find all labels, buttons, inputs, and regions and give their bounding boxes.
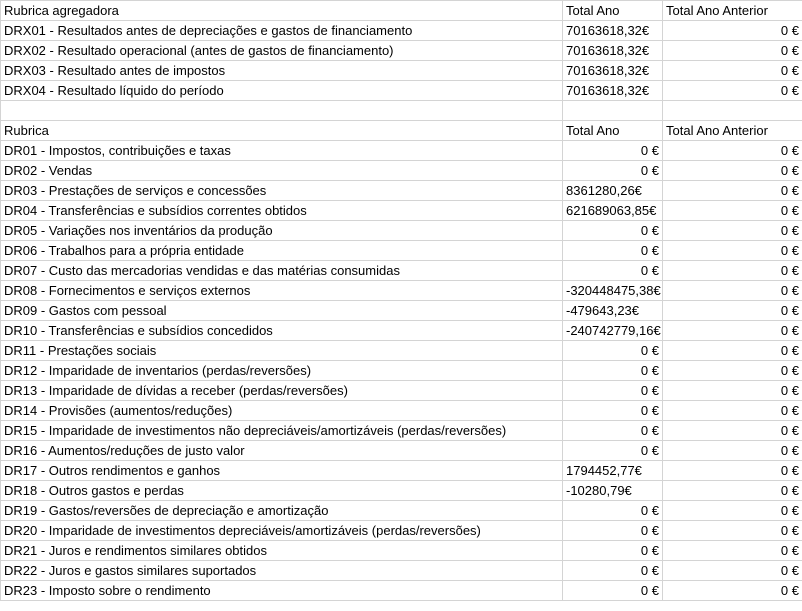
cell-rubrica[interactable]: DR20 - Imparidade de investimentos depreciáveis/amortizáveis (perdas/reversões) <box>1 521 563 541</box>
cell-rubrica[interactable]: DR05 - Variações nos inventários da produção <box>1 221 563 241</box>
cell-total-ano[interactable]: -10280,79€ <box>563 481 663 501</box>
cell-total-ano[interactable]: -240742779,16€ <box>563 321 663 341</box>
cell-total-ano-anterior[interactable]: 0 € <box>663 541 802 561</box>
cell-rubrica[interactable]: DR07 - Custo das mercadorias vendidas e das matérias consumidas <box>1 261 563 281</box>
cell-total-ano[interactable]: 0 € <box>563 541 663 561</box>
cell-rubrica[interactable]: DR01 - Impostos, contribuições e taxas <box>1 141 563 161</box>
table-row <box>1 541 802 561</box>
header-cell-total-ano-anterior[interactable]: Total Ano Anterior <box>663 121 802 141</box>
cell-rubrica[interactable]: DR11 - Prestações sociais <box>1 341 563 361</box>
table-row <box>1 141 802 161</box>
cell-total-ano[interactable]: 0 € <box>563 261 663 281</box>
cell-total-ano-anterior[interactable]: 0 € <box>663 201 802 221</box>
cell-total-ano[interactable]: 70163618,32€ <box>563 61 663 81</box>
empty-cell[interactable] <box>563 101 663 121</box>
table-row <box>1 561 802 581</box>
table-row <box>1 401 802 421</box>
cell-rubrica[interactable]: DR17 - Outros rendimentos e ganhos <box>1 461 563 481</box>
cell-rubrica[interactable]: DR13 - Imparidade de dívidas a receber (perdas/reversões) <box>1 381 563 401</box>
table-row <box>1 341 802 361</box>
cell-total-ano-anterior[interactable]: 0 € <box>663 21 802 41</box>
cell-total-ano[interactable]: 0 € <box>563 501 663 521</box>
cell-total-ano[interactable]: 70163618,32€ <box>563 21 663 41</box>
cell-rubrica[interactable]: DR03 - Prestações de serviços e concessões <box>1 181 563 201</box>
aggregate-header-row <box>1 1 802 21</box>
cell-total-ano-anterior[interactable]: 0 € <box>663 501 802 521</box>
cell-rubrica[interactable]: DR09 - Gastos com pessoal <box>1 301 563 321</box>
header-cell-total-ano-anterior[interactable]: Total Ano Anterior <box>663 1 802 21</box>
table-row <box>1 181 802 201</box>
header-cell-rubrica[interactable]: Rubrica agregadora <box>1 1 563 21</box>
cell-total-ano-anterior[interactable]: 0 € <box>663 241 802 261</box>
cell-total-ano[interactable]: 0 € <box>563 341 663 361</box>
cell-total-ano[interactable]: 0 € <box>563 401 663 421</box>
table-row <box>1 381 802 401</box>
cell-total-ano[interactable]: 0 € <box>563 161 663 181</box>
table-row <box>1 441 802 461</box>
table-row <box>1 61 802 81</box>
cell-rubrica[interactable]: DR18 - Outros gastos e perdas <box>1 481 563 501</box>
cell-rubrica[interactable]: DR12 - Imparidade de inventarios (perdas/reversões) <box>1 361 563 381</box>
cell-total-ano[interactable]: -320448475,38€ <box>563 281 663 301</box>
cell-total-ano-anterior[interactable]: 0 € <box>663 461 802 481</box>
cell-total-ano-anterior[interactable]: 0 € <box>663 581 802 601</box>
cell-total-ano[interactable]: 0 € <box>563 221 663 241</box>
cell-total-ano[interactable]: 0 € <box>563 241 663 261</box>
table-row <box>1 521 802 541</box>
detail-header-row <box>1 121 802 141</box>
cell-total-ano[interactable]: 0 € <box>563 141 663 161</box>
cell-rubrica[interactable]: DR06 - Trabalhos para a própria entidade <box>1 241 563 261</box>
table-row <box>1 461 802 481</box>
cell-rubrica[interactable]: DRX03 - Resultado antes de impostos <box>1 61 563 81</box>
cell-total-ano[interactable]: 8361280,26€ <box>563 181 663 201</box>
cell-total-ano-anterior[interactable]: 0 € <box>663 521 802 541</box>
blank-row <box>1 101 802 121</box>
cell-total-ano-anterior[interactable]: 0 € <box>663 561 802 581</box>
table-row <box>1 41 802 61</box>
cell-total-ano-anterior[interactable]: 0 € <box>663 221 802 241</box>
cell-total-ano-anterior[interactable]: 0 € <box>663 401 802 421</box>
empty-cell[interactable] <box>663 101 802 121</box>
cell-rubrica[interactable]: DR21 - Juros e rendimentos similares obtidos <box>1 541 563 561</box>
cell-total-ano-anterior[interactable]: 0 € <box>663 141 802 161</box>
cell-total-ano-anterior[interactable]: 0 € <box>663 81 802 101</box>
cell-rubrica[interactable]: DR02 - Vendas <box>1 161 563 181</box>
table-row <box>1 421 802 441</box>
cell-total-ano[interactable]: 0 € <box>563 441 663 461</box>
cell-total-ano-anterior[interactable]: 0 € <box>663 181 802 201</box>
table-row <box>1 221 802 241</box>
cell-rubrica[interactable]: DR22 - Juros e gastos similares suportados <box>1 561 563 581</box>
cell-total-ano[interactable]: 0 € <box>563 521 663 541</box>
cell-total-ano-anterior[interactable]: 0 € <box>663 301 802 321</box>
cell-total-ano-anterior[interactable]: 0 € <box>663 161 802 181</box>
cell-total-ano[interactable]: 0 € <box>563 421 663 441</box>
cell-rubrica[interactable]: DR08 - Fornecimentos e serviços externos <box>1 281 563 301</box>
cell-rubrica[interactable]: DR19 - Gastos/reversões de depreciação e amortização <box>1 501 563 521</box>
cell-total-ano[interactable]: 70163618,32€ <box>563 41 663 61</box>
cell-total-ano[interactable]: -479643,23€ <box>563 301 663 321</box>
table-row <box>1 301 802 321</box>
table-row <box>1 481 802 501</box>
cell-rubrica[interactable]: DR16 - Aumentos/reduções de justo valor <box>1 441 563 461</box>
table-row <box>1 581 802 601</box>
cell-rubrica[interactable]: DRX02 - Resultado operacional (antes de gastos de financiamento) <box>1 41 563 61</box>
cell-total-ano-anterior[interactable]: 0 € <box>663 361 802 381</box>
table-row <box>1 501 802 521</box>
table-row <box>1 21 802 41</box>
cell-total-ano-anterior[interactable]: 0 € <box>663 41 802 61</box>
cell-rubrica[interactable]: DR23 - Imposto sobre o rendimento <box>1 581 563 601</box>
cell-rubrica[interactable]: DR10 - Transferências e subsídios concedidos <box>1 321 563 341</box>
cell-total-ano-anterior[interactable]: 0 € <box>663 281 802 301</box>
cell-total-ano[interactable]: 0 € <box>563 381 663 401</box>
grid-body <box>1 1 802 601</box>
table-row <box>1 261 802 281</box>
cell-total-ano[interactable]: 0 € <box>563 581 663 601</box>
cell-total-ano[interactable]: 1794452,77€ <box>563 461 663 481</box>
table-row <box>1 321 802 341</box>
cell-total-ano[interactable]: 0 € <box>563 361 663 381</box>
cell-total-ano-anterior[interactable]: 0 € <box>663 481 802 501</box>
cell-total-ano-anterior[interactable]: 0 € <box>663 61 802 81</box>
cell-rubrica[interactable]: DR04 - Transferências e subsídios correntes obtidos <box>1 201 563 221</box>
cell-rubrica[interactable]: DRX04 - Resultado líquido do período <box>1 81 563 101</box>
cell-total-ano-anterior[interactable]: 0 € <box>663 441 802 461</box>
cell-total-ano[interactable]: 70163618,32€ <box>563 81 663 101</box>
table-row <box>1 361 802 381</box>
cell-total-ano-anterior[interactable]: 0 € <box>663 341 802 361</box>
header-cell-total-ano[interactable]: Total Ano <box>563 121 663 141</box>
table-row <box>1 201 802 221</box>
empty-cell[interactable] <box>1 101 563 121</box>
cell-total-ano[interactable]: 621689063,85€ <box>563 201 663 221</box>
table-row <box>1 161 802 181</box>
cell-total-ano-anterior[interactable]: 0 € <box>663 261 802 281</box>
table-row <box>1 81 802 101</box>
cell-total-ano[interactable]: 0 € <box>563 561 663 581</box>
cell-rubrica[interactable]: DRX01 - Resultados antes de depreciações e gastos de financiamento <box>1 21 563 41</box>
table-row <box>1 241 802 261</box>
header-cell-rubrica[interactable]: Rubrica <box>1 121 563 141</box>
cell-total-ano-anterior[interactable]: 0 € <box>663 381 802 401</box>
cell-rubrica[interactable]: DR14 - Provisões (aumentos/reduções) <box>1 401 563 421</box>
cell-rubrica[interactable]: DR15 - Imparidade de investimentos não depreciáveis/amortizáveis (perdas/reversões) <box>1 421 563 441</box>
header-cell-total-ano[interactable]: Total Ano <box>563 1 663 21</box>
cell-total-ano-anterior[interactable]: 0 € <box>663 421 802 441</box>
table-row <box>1 281 802 301</box>
cell-total-ano-anterior[interactable]: 0 € <box>663 321 802 341</box>
